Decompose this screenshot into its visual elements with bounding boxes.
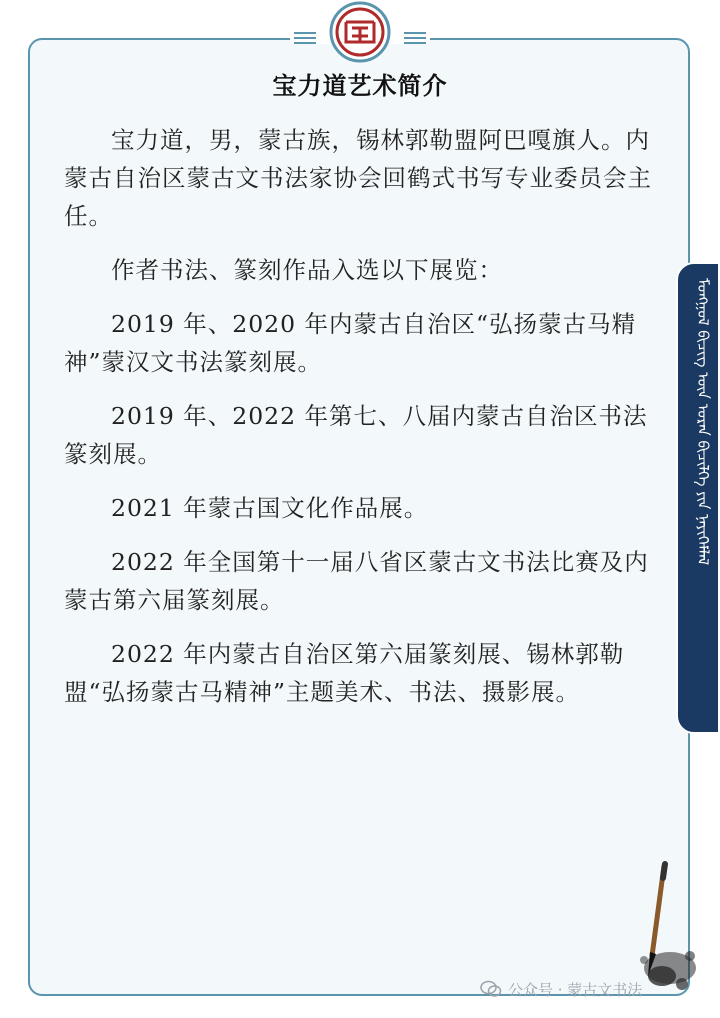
article-title: 宝力道艺术简介 <box>272 72 448 100</box>
wechat-icon <box>480 980 502 998</box>
paragraph-intro: 宝力道，男，蒙古族，锡林郭勒盟阿巴嘎旗人。内蒙古自治区蒙古文书法家协会回鹤式书写专业委员会主任。 <box>64 126 652 230</box>
paragraph-exhibition-4: 2022 年全国第十一届八省区蒙古文书法比赛及内蒙古第六届篆刻展。 <box>64 548 649 614</box>
side-tab <box>676 262 720 734</box>
paragraph-exhibition-5: 2022 年内蒙古自治区第六届篆刻展、锡林郭勒盟“弘扬蒙古马精神”主题美术、书法、摄影展。 <box>64 640 625 706</box>
watermark-text: 公众号 · 蒙古文书法 <box>508 980 643 999</box>
mongolian-script-label: ᠮᠣᠩᠭᠣᠯ ᠪᠢᠴᠢᠭ ᠦᠨ ᠤᠷᠠᠨ ᠪᠢᠴᠢᠯᠭᠡ ᠶᠢᠨ ᠨᠡᠶᠢᠭᠡᠮᠯᠡᠯ <box>694 278 712 566</box>
paragraph-exhibition-1: 2019 年、2020 年内蒙古自治区“弘扬蒙古马精神”蒙汉文书法篆刻展。 <box>64 310 637 376</box>
paragraph-exhibition-2: 2019 年、2022 年第七、八届内蒙古自治区书法篆刻展。 <box>64 402 648 468</box>
paragraph-exhibitions-heading: 作者书法、篆刻作品入选以下展览： <box>111 256 503 284</box>
seal-ornament-icon <box>290 0 430 66</box>
paragraph-exhibition-3: 2021 年蒙古国文化作品展。 <box>111 494 429 522</box>
watermark <box>480 976 642 1002</box>
article-body <box>64 121 654 727</box>
